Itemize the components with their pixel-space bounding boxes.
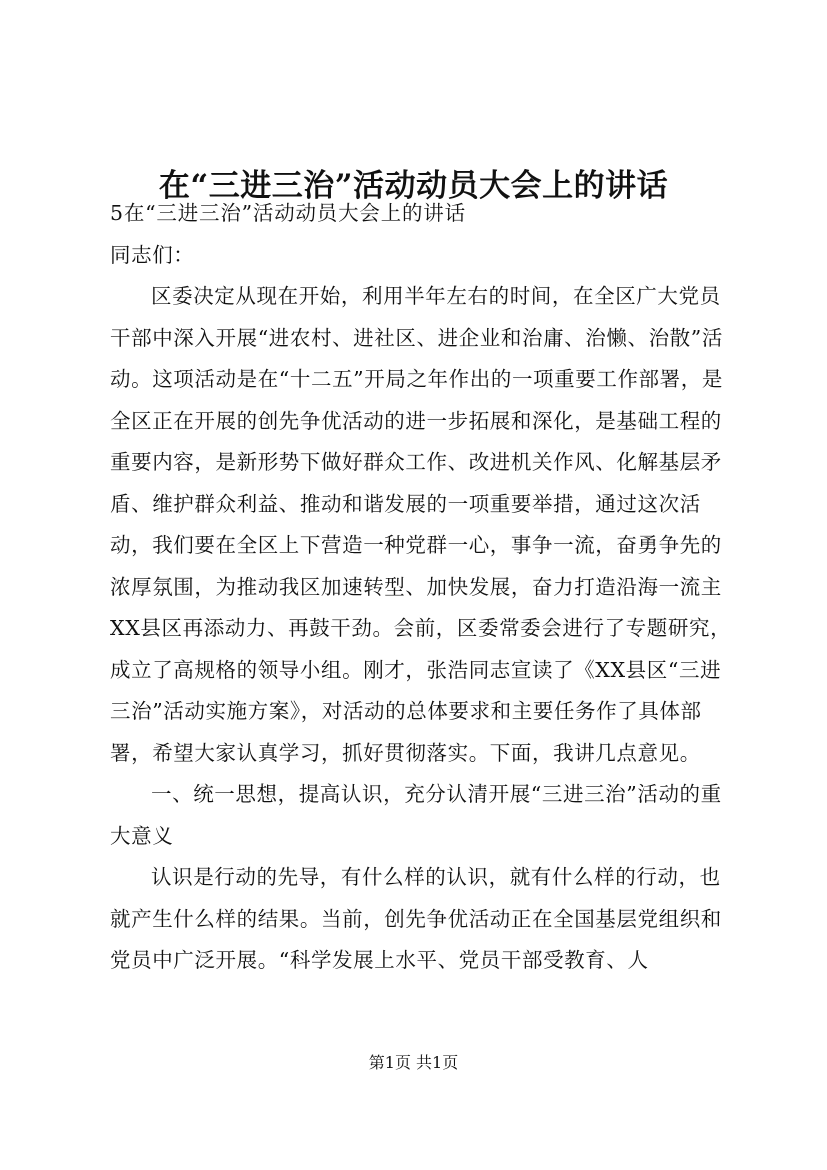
document-title: 在“三进三治”活动动员大会上的讲话 — [158, 167, 669, 204]
paragraph-section-1: 认识是行动的先导，有什么样的认识，就有什么样的行动，也就产生什么样的结果。当前，创先争优活动正在全国基层党组织和党员中广泛开展。“科学发展上水平、党员干部受教育、人 — [110, 865, 722, 972]
page-footer — [0, 1052, 827, 1074]
document-body — [110, 193, 732, 982]
page-number: 第1页 共1页 — [368, 1053, 459, 1072]
section-heading-1: 一、统一思想，提高认识，充分认清开展“三进三治”活动的重大意义 — [110, 782, 722, 848]
salutation: 同志们： — [110, 242, 195, 267]
document-subtitle: 5在“三进三治”活动动员大会上的讲话 — [110, 201, 466, 225]
paragraph-intro: 区委决定从现在开始，利用半年左右的时间，在全区广大党员干部中深入开展“进农村、进社区、进企业和治庸、治懒、治散”活动。这项活动是在“十二五”开局之年作出的一项重要工作部署，是全区正在开展的创先争优活动的进一步拓展和深化，是基础工程的重要内容，是新形势下做好群众工作、改进机关作风、化解基层矛盾、维护群众利益、推动和谐发展的一项重要举措，通过这次活动，我们要在全区上下营造一种党群一心，事争一流，奋勇争先的浓厚氛围，为推动我区加速转型、加快发展，奋力打造沿海一流主XX县区再添动力、再鼓干劲。会前，区委常委会进行了专题研究，成立了高规格的领导小组。刚才，张浩同志宣读了《XX县区“三进三治”活动实施方案》，对活动的总体要求和主要任务作了具体部署，希望大家认真学习，抓好贯彻落实。下面，我讲几点意见。 — [110, 284, 732, 765]
